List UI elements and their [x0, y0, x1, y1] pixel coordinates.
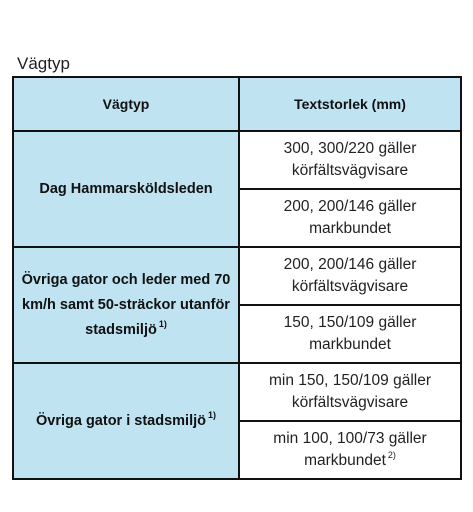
road-type-cell-ovriga-gator-i-stadsmiljo — [13, 363, 239, 479]
footnote-marker: 1) — [208, 409, 217, 420]
footnote-marker: 1) — [158, 318, 167, 329]
text-size-line: min 150, 150/109 gäller — [268, 372, 431, 389]
text-size-cell — [239, 189, 461, 247]
table-row — [13, 131, 461, 189]
text-size-cell — [239, 421, 461, 479]
text-size-cell — [239, 305, 461, 363]
road-type-text: stadsmiljö — [85, 321, 157, 338]
text-size-cell — [239, 363, 461, 421]
text-size-line: 200, 200/146 gäller — [283, 198, 417, 215]
road-type-line: Övriga gator och leder med 70 — [21, 271, 231, 288]
table-row — [13, 247, 461, 305]
text-size-line: körfältsvägvisare — [291, 278, 409, 295]
text-size-cell — [239, 131, 461, 189]
text-size-line: min 100, 100/73 gäller — [273, 430, 427, 447]
text-size-line: 300, 300/220 gäller — [283, 140, 417, 157]
text-size-line — [240, 450, 460, 472]
road-type-line: Dag Hammarsköldsleden — [39, 180, 213, 197]
header-road-type: Vägtyp — [13, 77, 239, 131]
footnote-marker: 2) — [387, 450, 396, 460]
text-size-line: körfältsvägvisare — [291, 162, 409, 179]
text-size-line: körfältsvägvisare — [291, 394, 409, 411]
text-size-line: 200, 200/146 gäller — [283, 256, 417, 273]
road-type-cell-dag-hammarskoldsleden — [13, 131, 239, 247]
road-type-cell-ovriga-gator-och-leder — [13, 247, 239, 363]
text-size-line: 150, 150/109 gäller — [283, 314, 417, 331]
text-size-line: markbundet — [309, 220, 391, 237]
road-type-line — [14, 318, 238, 343]
table-caption: Vägtyp — [17, 54, 70, 73]
table-row — [13, 363, 461, 421]
header-row — [13, 77, 461, 131]
text-size-text: markbundet — [304, 452, 386, 469]
road-type-text: Övriga gator i stadsmiljö — [35, 412, 206, 429]
text-size-line: markbundet — [309, 336, 391, 353]
header-text-size: Textstorlek (mm) — [239, 77, 461, 131]
road-type-line: km/h samt 50-sträckor utanför — [22, 296, 230, 313]
road-type-line — [14, 409, 238, 434]
road-type-text-size-table — [12, 76, 462, 480]
text-size-cell — [239, 247, 461, 305]
